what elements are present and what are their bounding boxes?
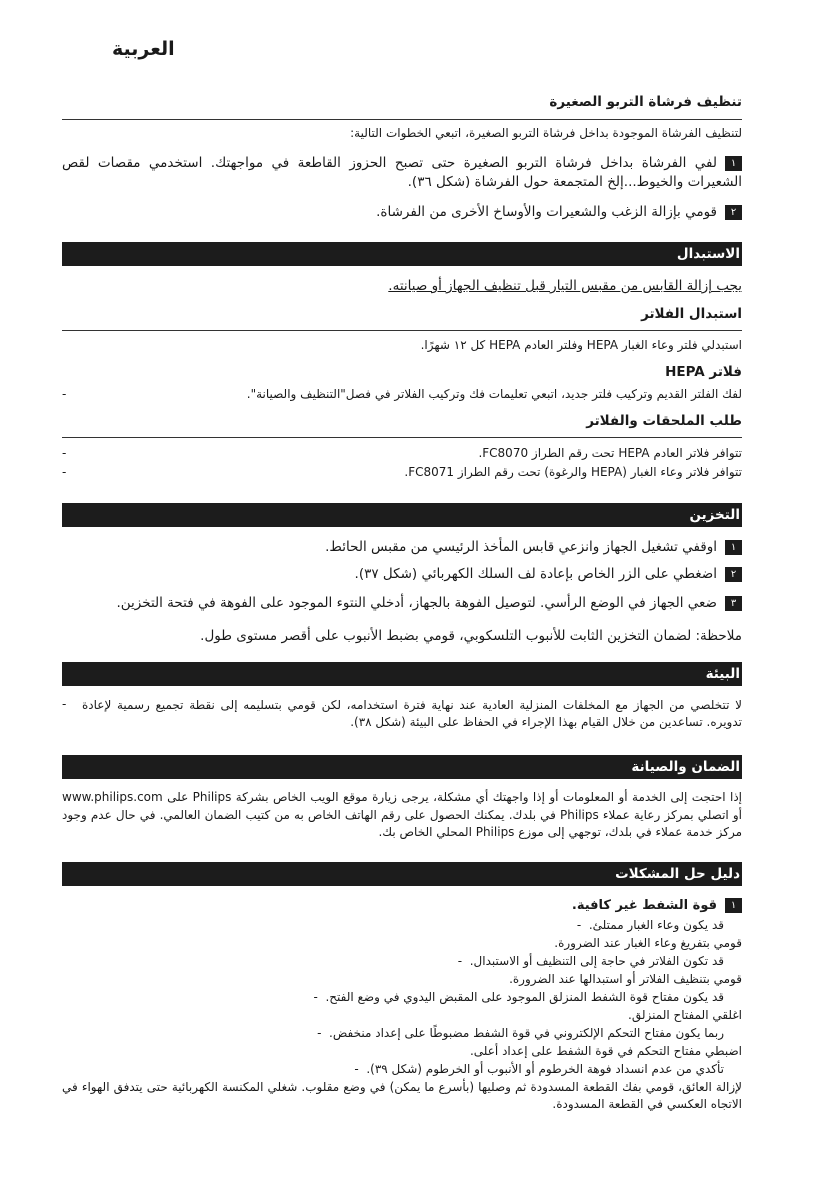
ts-line-2: قومي بتفريغ وعاء الغبار عند الضرورة. — [554, 936, 742, 950]
order-item-1: تتوافر فلاتر العادم HEPA تحت رقم الطراز FC8070. - — [62, 446, 742, 460]
section-title: الاستبدال — [676, 246, 740, 262]
language-label: العربية — [112, 38, 175, 60]
environment-text: لا تتخلصي من الجهاز مع المخلفات المنزلية العادية عند نهاية فترة استخدامه، لكن قومي بتسليمه إلى نقطة تجميع رسمية لإعادة تدويره. تساعدين من خلال القيام بهذا الإجراء في الحفاظ على البيئة (شكل ٣٨). — [82, 698, 742, 729]
section-title: التخزين — [689, 507, 740, 523]
ts-line-6: اغلقي المفتاح المنزلق. — [628, 1008, 742, 1022]
section-bar-environment — [62, 662, 742, 686]
divider — [62, 119, 742, 120]
manual-page — [62, 0, 742, 1191]
step-text: لفي الفرشاة بداخل فرشاة التربو الصغيرة حتى تصبح الحزوز القاطعة في مواجهتك. استخدمي مقصات لقص الشعيرات والخيوط...إلخ المتجمعة حول الفرشاة (شكل ٣٦). — [62, 155, 742, 190]
ts-line-1: قد يكون وعاء الغبار ممتلئ. - — [576, 918, 724, 932]
step-number: ٣ — [725, 596, 742, 611]
section-bar-warranty — [62, 755, 742, 779]
turbo-intro: لتنظيف الفرشاة الموجودة بداخل فرشاة التربو الصغيرة، اتبعي الخطوات التالية: — [350, 126, 742, 140]
ts-line-8: اضبطي مفتاح التحكم في قوة الشفط على إعداد أعلى. — [469, 1044, 742, 1058]
ts-line-4: قومي بتنظيف الفلاتر أو استبدالها عند الضرورة. — [509, 972, 742, 986]
replacement-warning: يجب إزالة القابس من مقبس التيار قبل تنظيف الجهاز أو صيانته. — [388, 278, 742, 294]
hepa-item: لفك الفلتر القديم وتركيب فلتر جديد، اتبعي تعليمات فك وتركيب الفلاتر في فصل"التنظيف والصيانة". - — [62, 387, 742, 401]
section-title: دليل حل المشكلات — [615, 866, 740, 882]
storage-note: ملاحظة: لضمان التخزين الثابت للأنبوب التلسكوبي، قومي بضبط الأنبوب على أقصر مستوى طول. — [200, 628, 742, 644]
section-bar-storage — [62, 503, 742, 527]
turbo-step-2 — [62, 203, 742, 222]
section-bar-troubleshooting — [62, 862, 742, 886]
ts-line-3: قد تكون الفلاتر في حاجة إلى التنظيف أو الاستبدال. - — [457, 954, 724, 968]
ts-final: لإزالة العائق، قومي بفك القطعة المسدودة ثم وصليها (بأسرع ما يمكن) في وضع مقلوب. شغلي المكنسة الكهربائية حتى يتدفق الهواء في الاتجاه العكسي في القطعة المسدودة. — [62, 1080, 742, 1111]
order-item-2: تتوافر فلاتر وعاء الغبار (HEPA والرغوة) تحت رقم الطراز FC8071. - — [62, 465, 742, 479]
order-title: طلب الملحقات والفلاتر — [586, 413, 742, 429]
ts-line-5: قد يكون مفتاح قوة الشفط المنزلق الموجود على المقبض اليدوي في وضع الفتح. - — [313, 990, 724, 1004]
divider — [62, 330, 742, 331]
storage-step-2: ٢اضغطي على الزر الخاص بإعادة لف السلك الكهربائي (شكل ٣٧). — [62, 565, 742, 584]
section-bar-replacement — [62, 242, 742, 266]
filters-text: استبدلي فلتر وعاء الغبار HEPA وفلتر العادم HEPA كل ١٢ شهرًا. — [420, 338, 742, 352]
turbo-brush-title: تنظيف فرشاة التربو الصغيرة — [549, 94, 742, 110]
section-title: البيئة — [705, 666, 740, 682]
section-title: الضمان والصيانة — [631, 759, 740, 775]
divider — [62, 437, 742, 438]
step-number: ٢ — [725, 205, 742, 220]
step-number: ٢ — [725, 567, 742, 582]
hepa-title: فلاتر HEPA — [665, 364, 742, 380]
storage-step-3: ٣ضعي الجهاز في الوضع الرأسي. لتوصيل الفوهة بالجهاز، أدخلي النتوء الموجود على الفوهة في فتحة التخزين. — [62, 594, 742, 613]
step-number: ١ — [725, 156, 742, 171]
storage-step-1: ١اوقفي تشغيل الجهاز وانزعي قابس المأخذ الرئيسي من مقبس الحائط. — [62, 538, 742, 557]
environment-dash: - — [62, 697, 67, 711]
ts-line-7: ربما يكون مفتاح التحكم الإلكتروني في قوة الشفط مضبوطًا على إعداد منخفض. - — [317, 1026, 724, 1040]
warranty-text: إذا احتجت إلى الخدمة أو المعلومات أو إذا واجهتك أي مشكلة، يرجى زيارة موقع الويب الخاص بشركة Philips على www.philips.com أو اتصلي بمركز رعاية عملاء Philips في بلدك. يمكنك الحصول على رقم الهاتف الخاص به من كتيب الضمان العالمي. في حال عدم وجود مركز خدمة عملاء في بلدك، توجهي إلى موزع Philips المحلي الخاص بك. — [62, 790, 743, 839]
filters-title: استبدال الفلاتر — [641, 306, 742, 322]
turbo-step-1 — [62, 154, 742, 192]
step-number: ١ — [725, 540, 742, 555]
step-number: ١ — [725, 898, 742, 913]
step-text: قومي بإزالة الزغب والشعيرات والأوساخ الأخرى من الفرشاة. — [376, 204, 717, 220]
problem: ١قوة الشفط غير كافية. — [62, 897, 742, 914]
ts-line-9: تأكدي من عدم انسداد فوهة الخرطوم أو الأنبوب أو الخرطوم (شكل ٣٩). - — [354, 1062, 724, 1076]
